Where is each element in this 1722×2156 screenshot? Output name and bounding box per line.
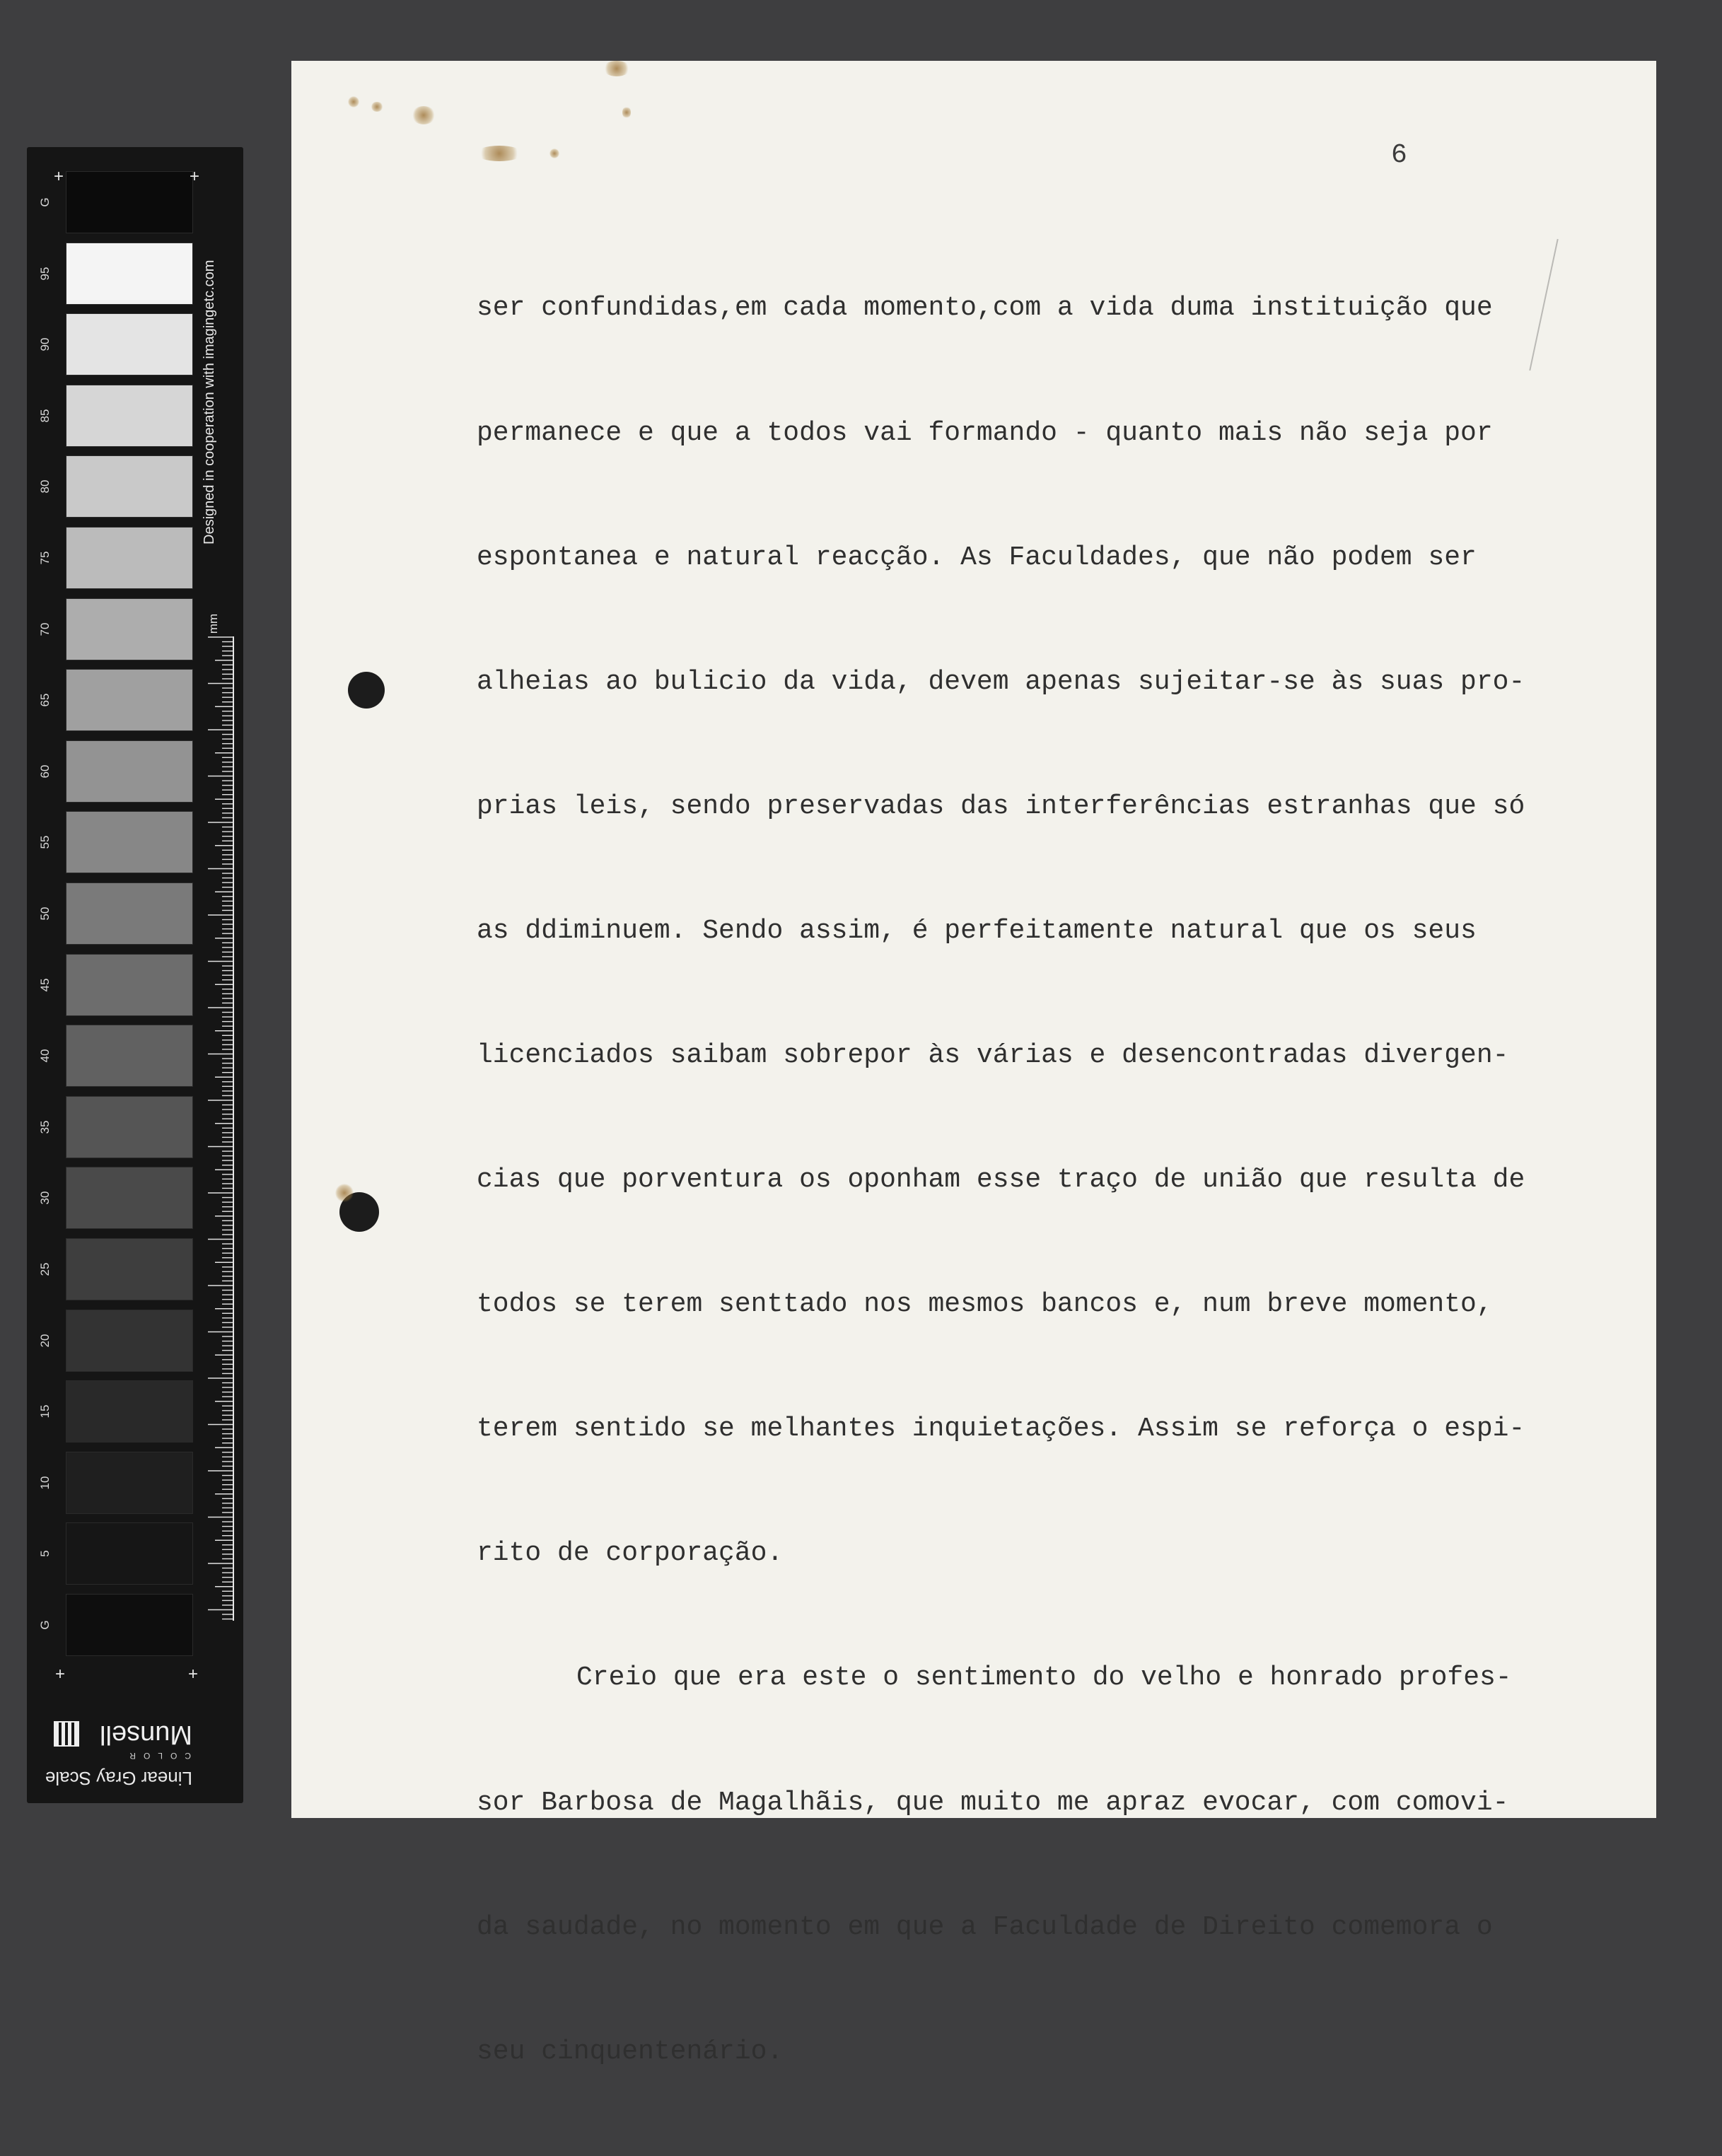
gray-patch — [66, 811, 193, 873]
page-number: 6 — [1391, 140, 1407, 170]
gray-patch — [66, 527, 193, 589]
gray-patch — [66, 1238, 193, 1300]
gray-patch — [66, 954, 193, 1016]
stain — [622, 106, 631, 119]
patch-label: 40 — [38, 1049, 52, 1063]
gray-patch — [66, 882, 193, 945]
patch-label: 60 — [38, 764, 52, 779]
scale-title: Linear Gray Scale — [45, 1768, 192, 1789]
patch-label: 10 — [38, 1476, 52, 1490]
stain — [603, 61, 631, 76]
registration-mark: + — [55, 1665, 66, 1684]
registration-mark: + — [188, 1665, 199, 1684]
gray-patch — [66, 669, 193, 731]
patch-label: 90 — [38, 337, 52, 351]
gray-patch — [66, 455, 193, 518]
patch-label: 95 — [38, 267, 52, 281]
text-line: espontanea e natural reacção. As Faculdades, que não podem ser — [477, 542, 1477, 573]
gray-patch — [66, 1025, 193, 1087]
patch-label: 70 — [38, 622, 52, 636]
stain — [348, 96, 359, 107]
text-line: sor Barbosa de Magalhãis, que muito me apraz evocar, com comovi- — [477, 1787, 1509, 1818]
gray-patch — [66, 598, 193, 660]
gray-patch — [66, 1310, 193, 1372]
brand-subtitle: COLOR — [122, 1751, 191, 1761]
patch-label: 75 — [38, 551, 52, 565]
text-line: alheias ao bulicio da vida, devem apenas sujeitar-se às suas pro- — [477, 666, 1525, 697]
text-line: rito de corporação. — [477, 1538, 784, 1569]
patch-label: 25 — [38, 1262, 52, 1276]
patch-label: 20 — [38, 1334, 52, 1348]
gray-patch — [66, 313, 193, 375]
munsell-brand — [42, 1704, 205, 1789]
text-line: Creio que era este o sentimento do velho e honrado profes- — [576, 1662, 1512, 1694]
mm-ruler — [185, 636, 235, 1621]
gray-patch — [66, 171, 193, 233]
gray-patch — [66, 1096, 193, 1158]
gray-patch — [66, 1380, 193, 1443]
gray-patch — [66, 740, 193, 803]
gray-patch — [66, 243, 193, 305]
patch-label: 35 — [38, 1120, 52, 1134]
patch-label: 50 — [38, 907, 52, 921]
stain — [335, 1184, 354, 1202]
patch-label: 45 — [38, 978, 52, 992]
text-line: da saudade, no momento em que a Faculdade de Direito comemora o — [477, 1911, 1493, 1942]
text-line: licenciados saibam sobrepor às várias e desencontradas divergen- — [477, 1039, 1509, 1071]
text-line: terem sentido se melhantes inquietações. Assim se reforça o espi- — [477, 1414, 1525, 1445]
patch-label: 55 — [38, 835, 52, 849]
brand-name: Munsell — [100, 1720, 192, 1749]
gray-patch — [66, 1167, 193, 1229]
patch-label: 5 — [38, 1550, 52, 1558]
text-line: as ddiminuem. Sendo assim, é perfeitamente natural que os seus — [477, 915, 1477, 946]
registration-mark: + — [190, 167, 200, 186]
gray-patch — [66, 1522, 193, 1585]
patch-label: G — [38, 1620, 52, 1630]
text-line: prias leis, sendo preservadas das interferências estranhas que só — [477, 791, 1525, 822]
munsell-logo-icon — [54, 1721, 79, 1747]
text-line: ser confundidas,em cada momento,com a vida duma instituição que — [477, 293, 1493, 324]
patch-label: 30 — [38, 1191, 52, 1205]
document-page — [291, 61, 1656, 2067]
patch-label: 65 — [38, 693, 52, 707]
ruler-unit-label: mm — [206, 613, 221, 634]
patch-label: 15 — [38, 1404, 52, 1418]
text-line: permanece e que a todos vai formando - quanto mais não seja por — [477, 417, 1493, 448]
gray-patch — [66, 1452, 193, 1514]
text-line: todos se terem senttado nos mesmos bancos e, num breve momento, — [477, 1289, 1493, 1320]
patch-label: G — [38, 197, 52, 207]
patch-label: 80 — [38, 479, 52, 494]
stain — [475, 146, 523, 161]
stain — [412, 106, 436, 124]
registration-mark: + — [54, 167, 64, 186]
text-line: seu cinquentenário. — [477, 2036, 784, 2067]
patch-label: 85 — [38, 409, 52, 423]
stain — [549, 148, 559, 158]
gray-patch — [66, 1594, 193, 1656]
gray-patch — [66, 385, 193, 447]
stain — [371, 102, 383, 112]
punch-hole — [348, 672, 385, 709]
text-line: cias que porventura os oponham esse traço de união que resulta de — [477, 1165, 1525, 1196]
